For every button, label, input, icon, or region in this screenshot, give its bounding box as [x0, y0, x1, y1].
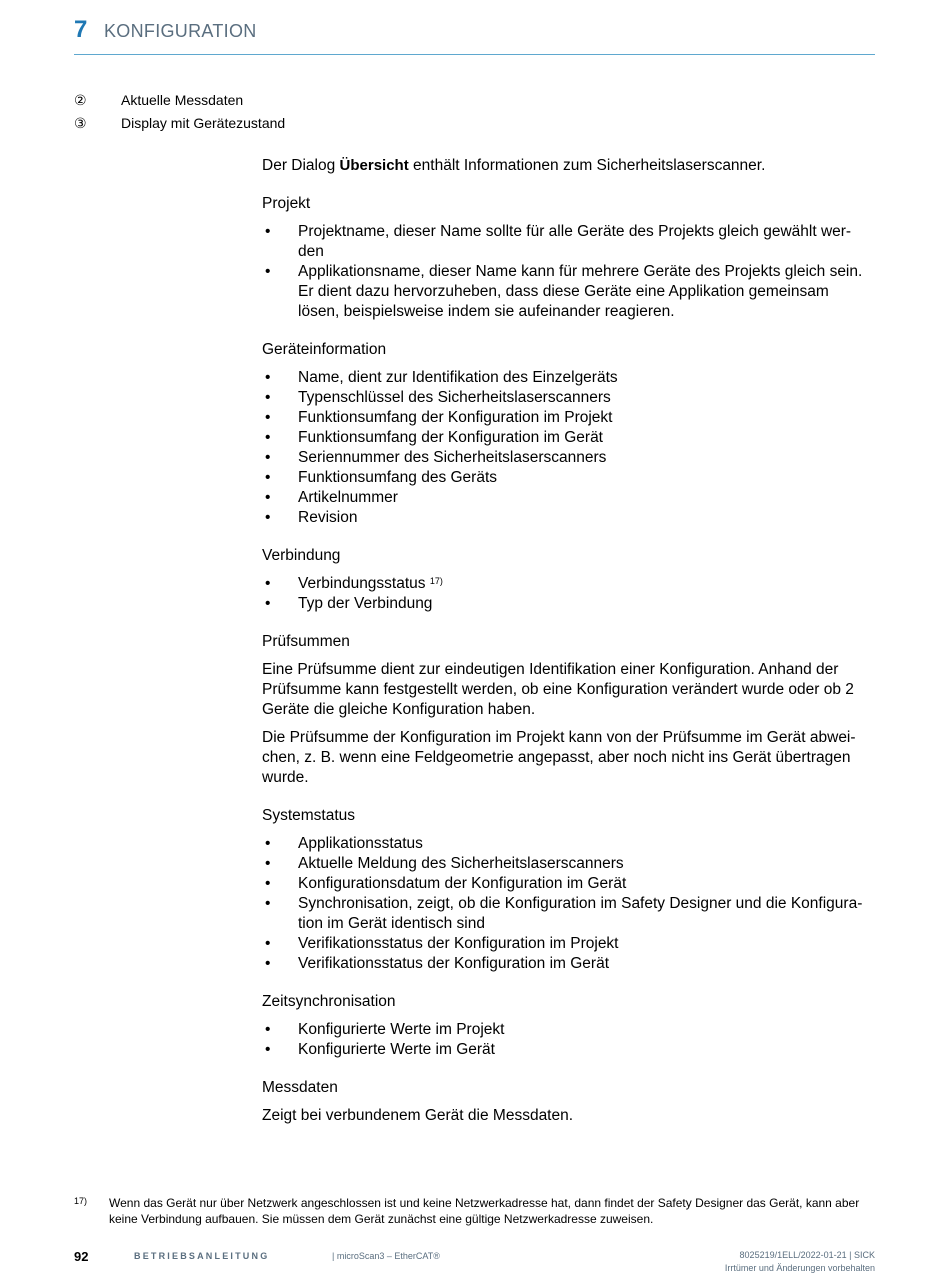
section-title-zeitsynchronisation: Zeitsynchronisation: [262, 993, 396, 1010]
list-item: • Typ der Verbindung: [262, 594, 874, 614]
list-item: • Funktionsumfang der Konfiguration im Projekt: [262, 408, 874, 428]
footnote-reference[interactable]: 17): [429, 576, 443, 586]
document-type: BETRIEBSANLEITUNG: [134, 1251, 270, 1261]
list-item: • Seriennummer des Sicherheitslaserscanners: [262, 448, 874, 468]
list-item: • Funktionsumfang der Konfiguration im Gerät: [262, 428, 874, 448]
list-item: • Revision: [262, 508, 874, 528]
section-title-verbindung: Verbindung: [262, 547, 341, 564]
list-item: • Applikationsname, dieser Name kann für mehrere Geräte des Projekts gleich sein. Er dient dazu hervorzuheben, dass diese Geräte eine Applikation gemeinsam lösen, beispielsweise indem sie aufeinander reagieren.: [262, 262, 874, 322]
paragraph: Zeigt bei verbundenem Gerät die Messdaten.: [262, 1107, 574, 1124]
footnote-mark: 17): [74, 1196, 88, 1206]
page-header: [74, 14, 875, 55]
page-number: 92: [74, 1249, 89, 1264]
footnote: [74, 1195, 875, 1227]
dialog-name: Übersicht: [339, 157, 409, 174]
list-item: • Typenschlüssel des Sicherheitslaserscanners: [262, 388, 874, 408]
section-title-pruefsummen: Prüfsummen: [262, 633, 350, 650]
list-item: • Verifikationsstatus der Konfiguration im Projekt: [262, 934, 874, 954]
section-title-geraeteinformation: Geräteinformation: [262, 341, 387, 358]
section-title-projekt: Projekt: [262, 195, 311, 212]
list-item: • Funktionsumfang des Geräts: [262, 468, 874, 488]
disclaimer: Irrtümer und Änderungen vorbehalten: [724, 1263, 875, 1273]
footnote-text: Wenn das Gerät nur über Netzwerk angeschlossen ist und keine Netzwerkadresse hat, dann findet der Safety Designer das Gerät, kann aber keine Verbindung aufbauen. Sie müssen dem Gerät zunächst eine gültige Netzwerkadresse zuweisen.: [109, 1196, 860, 1226]
list-item: • Aktuelle Meldung des Sicherheitslaserscanners: [262, 854, 874, 874]
section-title-systemstatus: Systemstatus: [262, 807, 356, 824]
intro-text: Der Dialog: [262, 157, 340, 174]
projekt-list: [262, 222, 874, 322]
systemstatus-list: [262, 834, 874, 974]
paragraph: Die Prüfsumme der Konfiguration im Projekt kann von der Prüfsumme im Gerät abwei-chen, z. B. wenn eine Feldgeometrie angepasst, aber noch nicht ins Gerät übertragen wurde.: [262, 729, 856, 786]
product-name: | microScan3 – EtherCAT®: [332, 1251, 440, 1261]
paragraph: Eine Prüfsumme dient zur eindeutigen Identifikation einer Konfiguration. Anhand der Prüfsumme kann festgestellt werden, ob eine Konfiguration verändert wurde oder ob 2 Geräte die gleiche Konfiguration haben.: [262, 661, 854, 718]
list-item: • Konfigurierte Werte im Projekt: [262, 1020, 874, 1040]
page-footer: [74, 1249, 875, 1277]
geraeteinformation-list: [262, 368, 874, 528]
section-title-messdaten: Messdaten: [262, 1079, 338, 1096]
legend-text: Display mit Gerätezustand: [121, 115, 286, 131]
legend-number: ②: [74, 92, 87, 108]
legend-text: Aktuelle Messdaten: [121, 92, 244, 108]
document-id: 8025219/1ELL/2022-01-21 | SICK: [739, 1250, 875, 1260]
list-item: • Konfigurierte Werte im Gerät: [262, 1040, 874, 1060]
list-item: • Verifikationsstatus der Konfiguration im Gerät: [262, 954, 874, 974]
intro-text: enthält Informationen zum Sicherheitslaserscanner.: [408, 157, 766, 174]
intro-paragraph: [262, 156, 874, 176]
list-item: • Synchronisation, zeigt, ob die Konfiguration im Safety Designer und die Konfigura-tion im Gerät identisch sind: [262, 894, 874, 934]
list-item: • Artikelnummer: [262, 488, 874, 508]
list-item: • Konfigurationsdatum der Konfiguration im Gerät: [262, 874, 874, 894]
chapter-title: KONFIGURATION: [104, 21, 257, 41]
chapter-number: 7: [74, 16, 88, 43]
list-item: [262, 574, 874, 594]
list-item: • Name, dient zur Identifikation des Einzelgeräts: [262, 368, 874, 388]
list-item-text: Verbindungsstatus: [298, 575, 430, 592]
zeitsynchronisation-list: [262, 1020, 874, 1060]
list-item: • Applikationsstatus: [262, 834, 874, 854]
legend-number: ③: [74, 115, 87, 131]
main-content: [262, 156, 874, 1126]
list-item: • Projektname, dieser Name sollte für alle Geräte des Projekts gleich gewählt wer-den: [262, 222, 874, 262]
verbindung-list: [262, 574, 874, 614]
